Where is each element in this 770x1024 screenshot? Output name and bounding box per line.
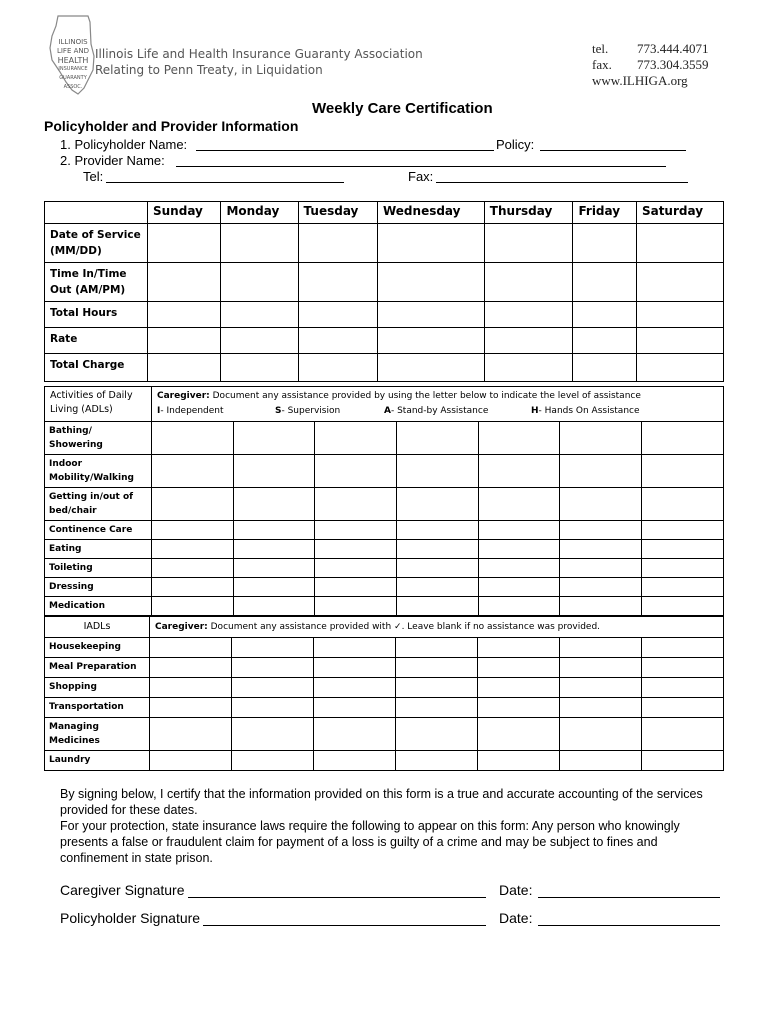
entry-cell[interactable] <box>313 718 395 751</box>
entry-cell[interactable] <box>641 678 723 698</box>
entry-cell[interactable] <box>377 263 484 302</box>
entry-cell[interactable] <box>150 718 232 751</box>
policyholder-date-label: Date: <box>499 910 533 926</box>
entry-cell[interactable] <box>148 302 221 328</box>
entry-cell[interactable] <box>559 718 641 751</box>
entry-cell[interactable] <box>641 638 723 658</box>
adl-row-label: Medication <box>45 597 152 616</box>
entry-cell[interactable] <box>152 540 234 559</box>
entry-cell[interactable] <box>477 718 559 751</box>
table-row <box>45 328 724 354</box>
adl-row-label <box>45 455 152 488</box>
policyholder-name-field[interactable] <box>196 150 494 151</box>
entry-cell[interactable] <box>397 521 479 540</box>
fax-field[interactable] <box>436 182 688 183</box>
entry-cell[interactable] <box>478 455 560 488</box>
entry-cell[interactable] <box>298 302 377 328</box>
level-independent <box>157 404 224 419</box>
entry-cell[interactable] <box>559 658 641 678</box>
entry-cell[interactable] <box>233 540 315 559</box>
entry-cell[interactable] <box>478 488 560 521</box>
entry-cell[interactable] <box>477 698 559 718</box>
form-title: Weekly Care Certification <box>312 100 493 117</box>
row-label-line: Date of Service <box>50 229 141 241</box>
entry-cell[interactable] <box>559 698 641 718</box>
day-header: Monday <box>221 202 298 224</box>
tel-field[interactable] <box>106 182 344 183</box>
iadl-row-label: Shopping <box>45 678 150 698</box>
entry-cell[interactable] <box>231 638 313 658</box>
entry-cell[interactable] <box>642 578 724 597</box>
entry-cell[interactable] <box>397 488 479 521</box>
entry-cell[interactable] <box>636 302 723 328</box>
entry-cell[interactable] <box>395 678 477 698</box>
policyholder-signature-field[interactable] <box>203 925 486 926</box>
entry-cell[interactable] <box>641 751 723 771</box>
row-label: Rate <box>45 328 148 354</box>
entry-cell[interactable] <box>315 559 397 578</box>
entry-cell[interactable] <box>152 597 234 616</box>
entry-cell[interactable] <box>560 521 642 540</box>
logo-line: LIFE AND <box>56 47 90 55</box>
row-label-line: Time In/Time <box>50 268 127 280</box>
entry-cell[interactable] <box>477 678 559 698</box>
entry-cell[interactable] <box>395 698 477 718</box>
iadl-label-line: Medicines <box>49 736 100 746</box>
adl-instruction-line <box>157 389 718 404</box>
entry-cell[interactable] <box>573 224 636 263</box>
caregiver-bold: Caregiver: <box>157 391 210 401</box>
caregiver-date-field[interactable] <box>538 897 720 898</box>
row-label: Total Charge <box>45 354 148 382</box>
entry-cell[interactable] <box>150 698 232 718</box>
assistance-levels <box>157 404 718 419</box>
provider-name-label: 2. Provider Name: <box>60 153 165 168</box>
entry-cell[interactable] <box>231 658 313 678</box>
table-row <box>45 224 724 263</box>
table-row <box>45 263 724 302</box>
adl-label-line: bed/chair <box>49 506 97 516</box>
entry-cell[interactable] <box>573 354 636 382</box>
entry-cell[interactable] <box>152 455 234 488</box>
entry-cell[interactable] <box>231 751 313 771</box>
iadl-row-label: Laundry <box>45 751 150 771</box>
adl-row-label <box>45 422 152 455</box>
row-label-line: (MM/DD) <box>50 245 102 257</box>
iadl-header-label: IADLs <box>45 617 150 638</box>
table-row <box>45 422 724 455</box>
entry-cell[interactable] <box>478 597 560 616</box>
corner-cell <box>45 202 148 224</box>
entry-cell[interactable] <box>477 751 559 771</box>
website[interactable]: www.ILHIGA.org <box>592 73 688 88</box>
row-label <box>45 263 148 302</box>
adl-row-label: Toileting <box>45 559 152 578</box>
entry-cell[interactable] <box>231 678 313 698</box>
iadl-row-label: Housekeeping <box>45 638 150 658</box>
entry-cell[interactable] <box>315 455 397 488</box>
provider-name-field[interactable] <box>176 166 666 167</box>
level-letter: A <box>384 406 391 416</box>
table-row <box>45 578 724 597</box>
adl-label-line: Mobility/Walking <box>49 473 134 483</box>
entry-cell[interactable] <box>298 224 377 263</box>
entry-cell[interactable] <box>559 678 641 698</box>
entry-cell[interactable] <box>560 597 642 616</box>
entry-cell[interactable] <box>560 540 642 559</box>
iadl-header-row <box>45 617 724 638</box>
entry-cell[interactable] <box>477 638 559 658</box>
caregiver-text: Document any assistance provided by using the letter below to indicate the level of assistance <box>209 391 641 401</box>
entry-cell[interactable] <box>641 698 723 718</box>
caregiver-bold: Caregiver: <box>155 622 208 632</box>
adl-label-line: Getting in/out of <box>49 492 134 502</box>
table-row <box>45 658 724 678</box>
day-header-row <box>45 202 724 224</box>
entry-cell[interactable] <box>397 559 479 578</box>
entry-cell[interactable] <box>642 488 724 521</box>
row-label <box>45 224 148 263</box>
entry-cell[interactable] <box>313 751 395 771</box>
entry-cell[interactable] <box>233 488 315 521</box>
entry-cell[interactable] <box>377 224 484 263</box>
iadl-table <box>44 616 724 771</box>
iadl-row-label: Meal Preparation <box>45 658 150 678</box>
level-hands-on <box>531 404 640 419</box>
entry-cell[interactable] <box>642 521 724 540</box>
entry-cell[interactable] <box>478 559 560 578</box>
level-supervision <box>275 404 340 419</box>
entry-cell[interactable] <box>150 658 232 678</box>
entry-cell[interactable] <box>397 578 479 597</box>
entry-cell[interactable] <box>148 224 221 263</box>
entry-cell[interactable] <box>298 328 377 354</box>
iadl-row-label <box>45 718 150 751</box>
entry-cell[interactable] <box>560 422 642 455</box>
logo-line: GUARANTY <box>59 75 87 81</box>
entry-cell[interactable] <box>397 455 479 488</box>
service-table <box>44 201 724 382</box>
fraud-warning: For your protection, state insurance laws require the following to appear on this form: Any person who knowingly presents a false or fraudulent claim for payment of a loss is guilty of a crime and may be subject to fines and confinement in state prison. <box>60 819 680 865</box>
iadl-row-label: Transportation <box>45 698 150 718</box>
entry-cell[interactable] <box>221 302 298 328</box>
level-letter: I <box>157 406 161 416</box>
table-row <box>45 302 724 328</box>
policy-label: Policy: <box>496 137 535 152</box>
row-label-line: Out (AM/PM) <box>50 284 126 296</box>
entry-cell[interactable] <box>221 354 298 382</box>
level-text: - Hands On Assistance <box>538 406 640 416</box>
table-row <box>45 638 724 658</box>
entry-cell[interactable] <box>484 263 573 302</box>
entry-cell[interactable] <box>641 718 723 751</box>
adl-header-line: Living (ADLs) <box>50 404 113 415</box>
day-header: Friday <box>573 202 636 224</box>
entry-cell[interactable] <box>636 224 723 263</box>
entry-cell[interactable] <box>221 328 298 354</box>
adl-header-row <box>45 387 724 422</box>
level-text: - Stand-by Assistance <box>390 406 489 416</box>
logo-line: HEALTH <box>57 56 89 65</box>
adl-row-label: Continence Care <box>45 521 152 540</box>
entry-cell[interactable] <box>397 422 479 455</box>
table-row <box>45 559 724 578</box>
entry-cell[interactable] <box>573 302 636 328</box>
entry-cell[interactable] <box>233 559 315 578</box>
entry-cell[interactable] <box>148 263 221 302</box>
adl-header-line: Activities of Daily <box>50 390 133 401</box>
day-header: Thursday <box>484 202 573 224</box>
entry-cell[interactable] <box>636 328 723 354</box>
entry-cell[interactable] <box>313 678 395 698</box>
fax-label: fax. <box>592 57 612 72</box>
entry-cell[interactable] <box>315 422 397 455</box>
entry-cell[interactable] <box>397 597 479 616</box>
org-name: Illinois Life and Health Insurance Guaranty Association <box>95 47 423 61</box>
level-text: - Supervision <box>281 406 341 416</box>
policyholder-date-field[interactable] <box>538 925 720 926</box>
table-row <box>45 751 724 771</box>
org-subtitle: Relating to Penn Treaty, in Liquidation <box>95 63 323 77</box>
entry-cell[interactable] <box>395 658 477 678</box>
caregiver-signature-field[interactable] <box>188 897 486 898</box>
adl-label-line: Bathing/ <box>49 426 92 436</box>
entry-cell[interactable] <box>152 578 234 597</box>
adl-instructions <box>152 387 724 422</box>
day-header: Tuesday <box>298 202 377 224</box>
table-row <box>45 488 724 521</box>
entry-cell[interactable] <box>315 540 397 559</box>
entry-cell[interactable] <box>560 578 642 597</box>
policyholder-signature-label: Policyholder Signature <box>60 910 201 926</box>
table-row <box>45 455 724 488</box>
caregiver-date-label: Date: <box>499 882 533 898</box>
entry-cell[interactable] <box>642 559 724 578</box>
entry-cell[interactable] <box>484 328 573 354</box>
adl-row-label: Dressing <box>45 578 152 597</box>
entry-cell[interactable] <box>152 488 234 521</box>
entry-cell[interactable] <box>484 224 573 263</box>
entry-cell[interactable] <box>315 597 397 616</box>
entry-cell[interactable] <box>298 354 377 382</box>
entry-cell[interactable] <box>478 422 560 455</box>
entry-cell[interactable] <box>559 751 641 771</box>
adl-header-label <box>45 387 152 422</box>
table-row <box>45 698 724 718</box>
table-row <box>45 718 724 751</box>
entry-cell[interactable] <box>233 455 315 488</box>
entry-cell[interactable] <box>233 422 315 455</box>
level-letter: S <box>275 406 282 416</box>
section-title: Policyholder and Provider Information <box>44 118 299 134</box>
entry-cell[interactable] <box>231 698 313 718</box>
table-row <box>45 540 724 559</box>
adl-table <box>44 386 724 616</box>
checkmark-icon: ✓ <box>394 622 402 632</box>
entry-cell[interactable] <box>560 455 642 488</box>
row-label: Total Hours <box>45 302 148 328</box>
entry-cell[interactable] <box>313 638 395 658</box>
adl-row-label <box>45 488 152 521</box>
entry-cell[interactable] <box>148 328 221 354</box>
entry-cell[interactable] <box>642 540 724 559</box>
entry-cell[interactable] <box>478 578 560 597</box>
entry-cell[interactable] <box>642 597 724 616</box>
fax-number: 773.304.3559 <box>637 57 709 72</box>
entry-cell[interactable] <box>315 521 397 540</box>
entry-cell[interactable] <box>395 751 477 771</box>
entry-cell[interactable] <box>636 263 723 302</box>
entry-cell[interactable] <box>150 751 232 771</box>
entry-cell[interactable] <box>484 354 573 382</box>
entry-cell[interactable] <box>233 578 315 597</box>
entry-cell[interactable] <box>377 354 484 382</box>
caregiver-text: Document any assistance provided with <box>207 622 395 632</box>
entry-cell[interactable] <box>641 658 723 678</box>
entry-cell[interactable] <box>560 488 642 521</box>
entry-cell[interactable] <box>231 718 313 751</box>
day-header: Wednesday <box>377 202 484 224</box>
entry-cell[interactable] <box>298 263 377 302</box>
entry-cell[interactable] <box>221 263 298 302</box>
policy-field[interactable] <box>540 150 686 151</box>
iadl-label-line: Managing <box>49 722 99 732</box>
day-header: Sunday <box>148 202 221 224</box>
logo-line: INSURANCE <box>58 66 88 72</box>
level-standby <box>384 404 488 419</box>
entry-cell[interactable] <box>152 521 234 540</box>
iadl-instructions <box>150 617 724 638</box>
entry-cell[interactable] <box>313 698 395 718</box>
table-row <box>45 597 724 616</box>
entry-cell[interactable] <box>152 559 234 578</box>
entry-cell[interactable] <box>397 540 479 559</box>
policyholder-name-label: 1. Policyholder Name: <box>60 137 188 152</box>
entry-cell[interactable] <box>573 328 636 354</box>
adl-label-line: Indoor <box>49 459 83 469</box>
tel-field-label: Tel: <box>83 169 104 184</box>
entry-cell[interactable] <box>152 422 234 455</box>
caregiver-text: . Leave blank if no assistance was provided. <box>401 622 601 632</box>
entry-cell[interactable] <box>150 638 232 658</box>
certification-statement: By signing below, I certify that the information provided on this form is a true and accurate accounting of the services provided for these dates. <box>60 787 703 817</box>
entry-cell[interactable] <box>559 638 641 658</box>
entry-cell[interactable] <box>642 455 724 488</box>
entry-cell[interactable] <box>395 718 477 751</box>
fax-field-label: Fax: <box>408 169 434 184</box>
entry-cell[interactable] <box>484 302 573 328</box>
entry-cell[interactable] <box>642 422 724 455</box>
logo-line: ILLINOIS <box>58 38 88 46</box>
entry-cell[interactable] <box>221 224 298 263</box>
entry-cell[interactable] <box>377 302 484 328</box>
entry-cell[interactable] <box>477 658 559 678</box>
entry-cell[interactable] <box>636 354 723 382</box>
adl-row-label: Eating <box>45 540 152 559</box>
table-row <box>45 678 724 698</box>
entry-cell[interactable] <box>233 597 315 616</box>
entry-cell[interactable] <box>478 540 560 559</box>
entry-cell[interactable] <box>315 578 397 597</box>
entry-cell[interactable] <box>233 521 315 540</box>
adl-label-line: Showering <box>49 440 103 450</box>
logo-text <box>48 38 98 92</box>
entry-cell[interactable] <box>313 658 395 678</box>
entry-cell[interactable] <box>148 354 221 382</box>
entry-cell[interactable] <box>377 328 484 354</box>
table-row <box>45 354 724 382</box>
tel-label: tel. <box>592 41 609 56</box>
tel-number: 773.444.4071 <box>637 41 709 56</box>
level-text: - Independent <box>160 406 224 416</box>
caregiver-signature-label: Caregiver Signature <box>60 882 185 898</box>
entry-cell[interactable] <box>573 263 636 302</box>
logo-line: ASSOC. <box>63 84 83 90</box>
table-row <box>45 521 724 540</box>
entry-cell[interactable] <box>150 678 232 698</box>
day-header: Saturday <box>636 202 723 224</box>
entry-cell[interactable] <box>315 488 397 521</box>
entry-cell[interactable] <box>560 559 642 578</box>
entry-cell[interactable] <box>395 638 477 658</box>
level-letter: H <box>531 406 539 416</box>
entry-cell[interactable] <box>478 521 560 540</box>
